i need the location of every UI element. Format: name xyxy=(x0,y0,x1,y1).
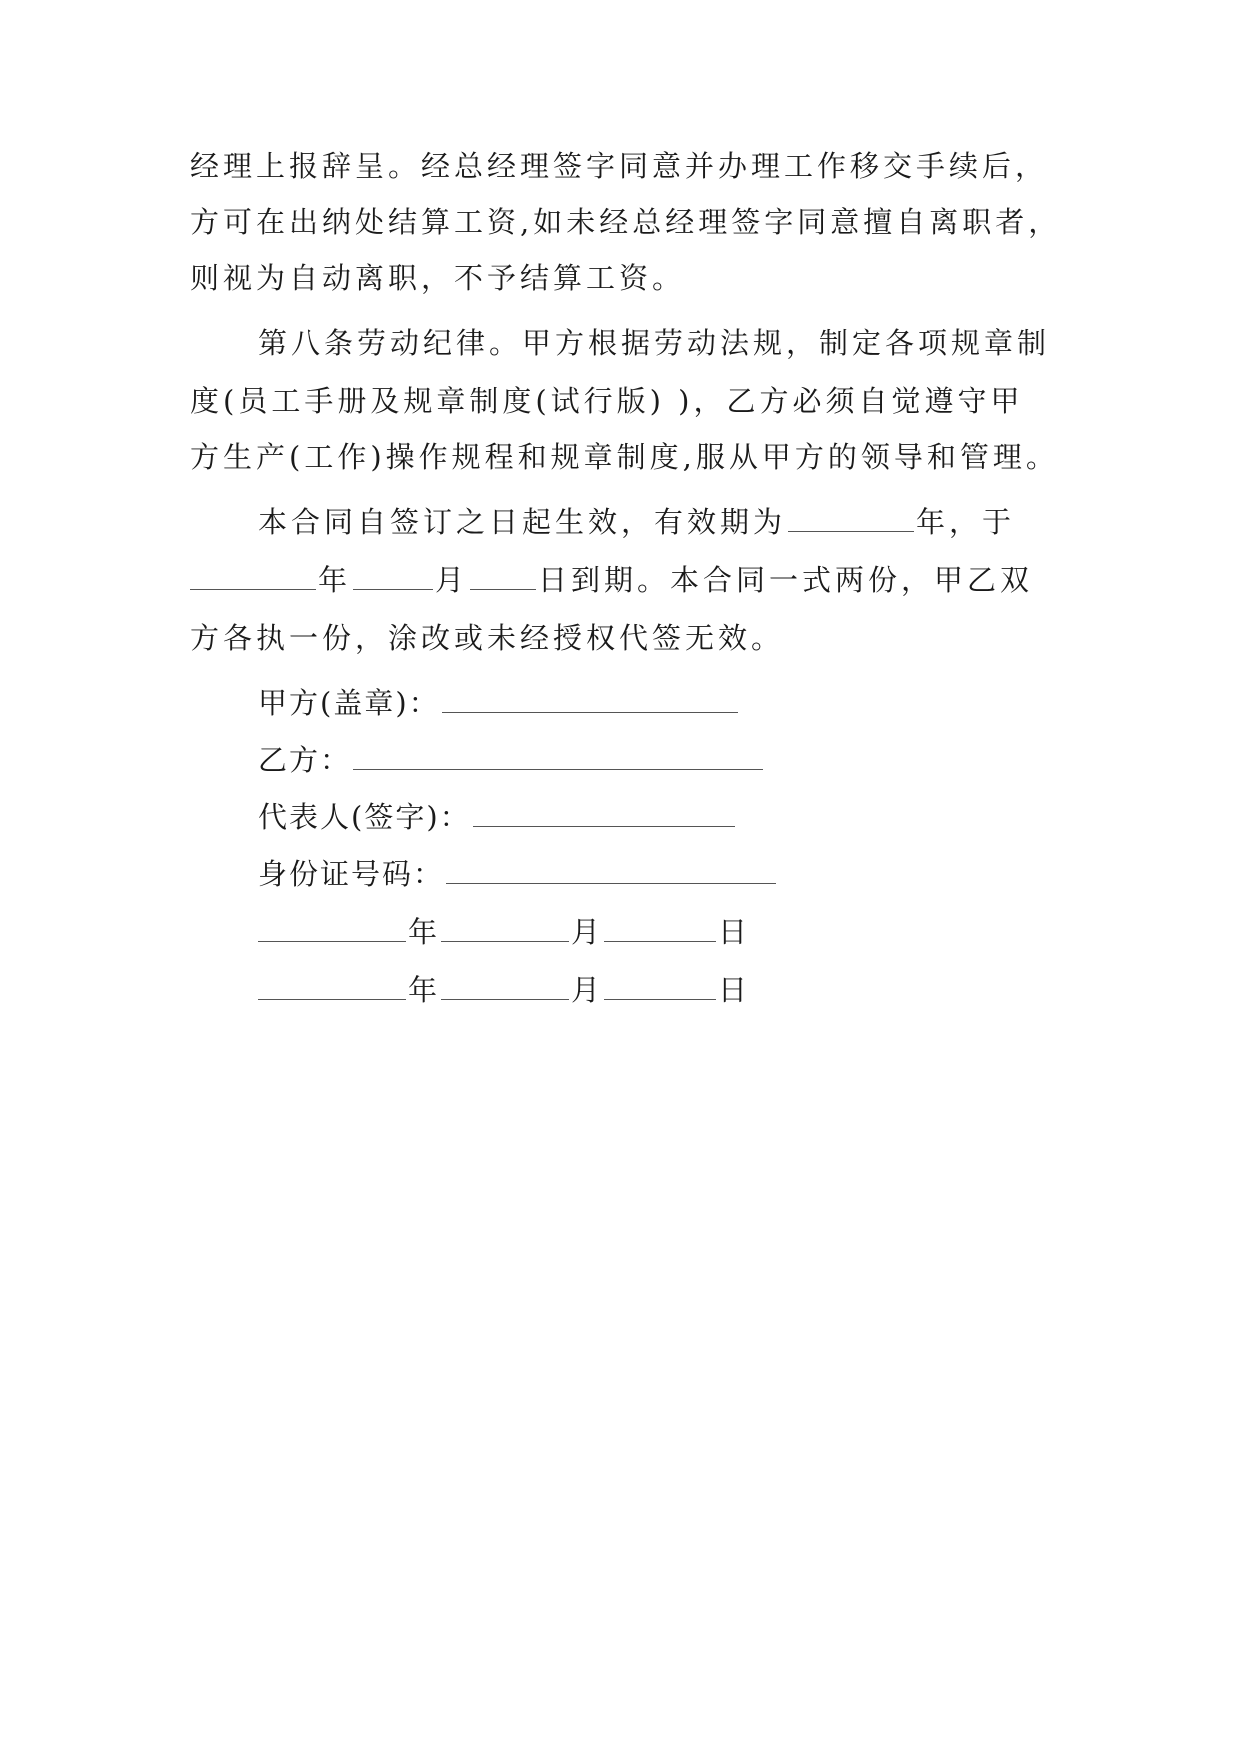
date-year-blank[interactable] xyxy=(258,971,406,1000)
year-label: 年 xyxy=(408,915,440,949)
expiry-month-blank[interactable] xyxy=(353,561,433,590)
party-a-blank[interactable] xyxy=(442,684,738,713)
date-day-blank[interactable] xyxy=(604,971,716,1000)
expiry-day-blank[interactable] xyxy=(470,561,536,590)
expiry-year-blank[interactable] xyxy=(190,561,316,590)
article-8-heading-line: 第八条劳动纪律。甲方根据劳动法规，制定各项规章制 xyxy=(258,326,1051,360)
month-label: 月 xyxy=(571,973,603,1007)
party-b-label: 乙方： xyxy=(258,743,352,777)
party-a-label: 甲方(盖章)： xyxy=(258,686,440,720)
date-line-1 xyxy=(258,912,749,952)
date-month-blank[interactable] xyxy=(441,913,569,942)
representative-blank[interactable] xyxy=(473,798,735,827)
representative-signature-line xyxy=(258,797,737,837)
validity-text: 本合同自签订之日起生效，有效期为 xyxy=(258,505,787,539)
paragraph-line: 方生产(工作)操作规程和规章制度,服从甲方的领导和管理。 xyxy=(190,440,1059,474)
paragraph-line: 方可在出纳处结算工资,如未经总经理签字同意擅自离职者， xyxy=(190,205,1062,239)
party-a-signature-line xyxy=(258,683,740,723)
day-label: 日 xyxy=(718,973,750,1007)
paragraph-line: 经理上报辞呈。经总经理签字同意并办理工作移交手续后， xyxy=(190,149,1049,183)
paragraph-line: 度(员工手册及规章制度(试行版) )，乙方必须自觉遵守甲 xyxy=(190,384,1024,418)
year-label: 年 xyxy=(318,563,352,597)
validity-line-2 xyxy=(190,560,1033,600)
representative-label: 代表人(签字)： xyxy=(258,800,471,834)
date-month-blank[interactable] xyxy=(441,971,569,1000)
day-label: 日 xyxy=(718,915,750,949)
month-label: 月 xyxy=(435,563,469,597)
id-number-line xyxy=(258,854,778,894)
paragraph-line: 方各执一份，涂改或未经授权代签无效。 xyxy=(190,621,785,655)
party-b-blank[interactable] xyxy=(353,741,763,770)
date-day-blank[interactable] xyxy=(604,913,716,942)
party-b-signature-line xyxy=(258,740,765,780)
date-year-blank[interactable] xyxy=(258,913,406,942)
id-number-label: 身份证号码： xyxy=(258,857,445,891)
id-number-blank[interactable] xyxy=(446,855,776,884)
term-years-blank[interactable] xyxy=(788,503,914,532)
paragraph-line: 则视为自动离职，不予结算工资。 xyxy=(190,261,686,295)
validity-text: 日到期。本合同一式两份，甲乙双 xyxy=(538,563,1034,597)
month-label: 月 xyxy=(571,915,603,949)
date-line-2 xyxy=(258,970,749,1010)
validity-text: 年，于 xyxy=(916,505,1016,539)
year-label: 年 xyxy=(408,973,440,1007)
validity-line-1 xyxy=(258,502,1015,542)
